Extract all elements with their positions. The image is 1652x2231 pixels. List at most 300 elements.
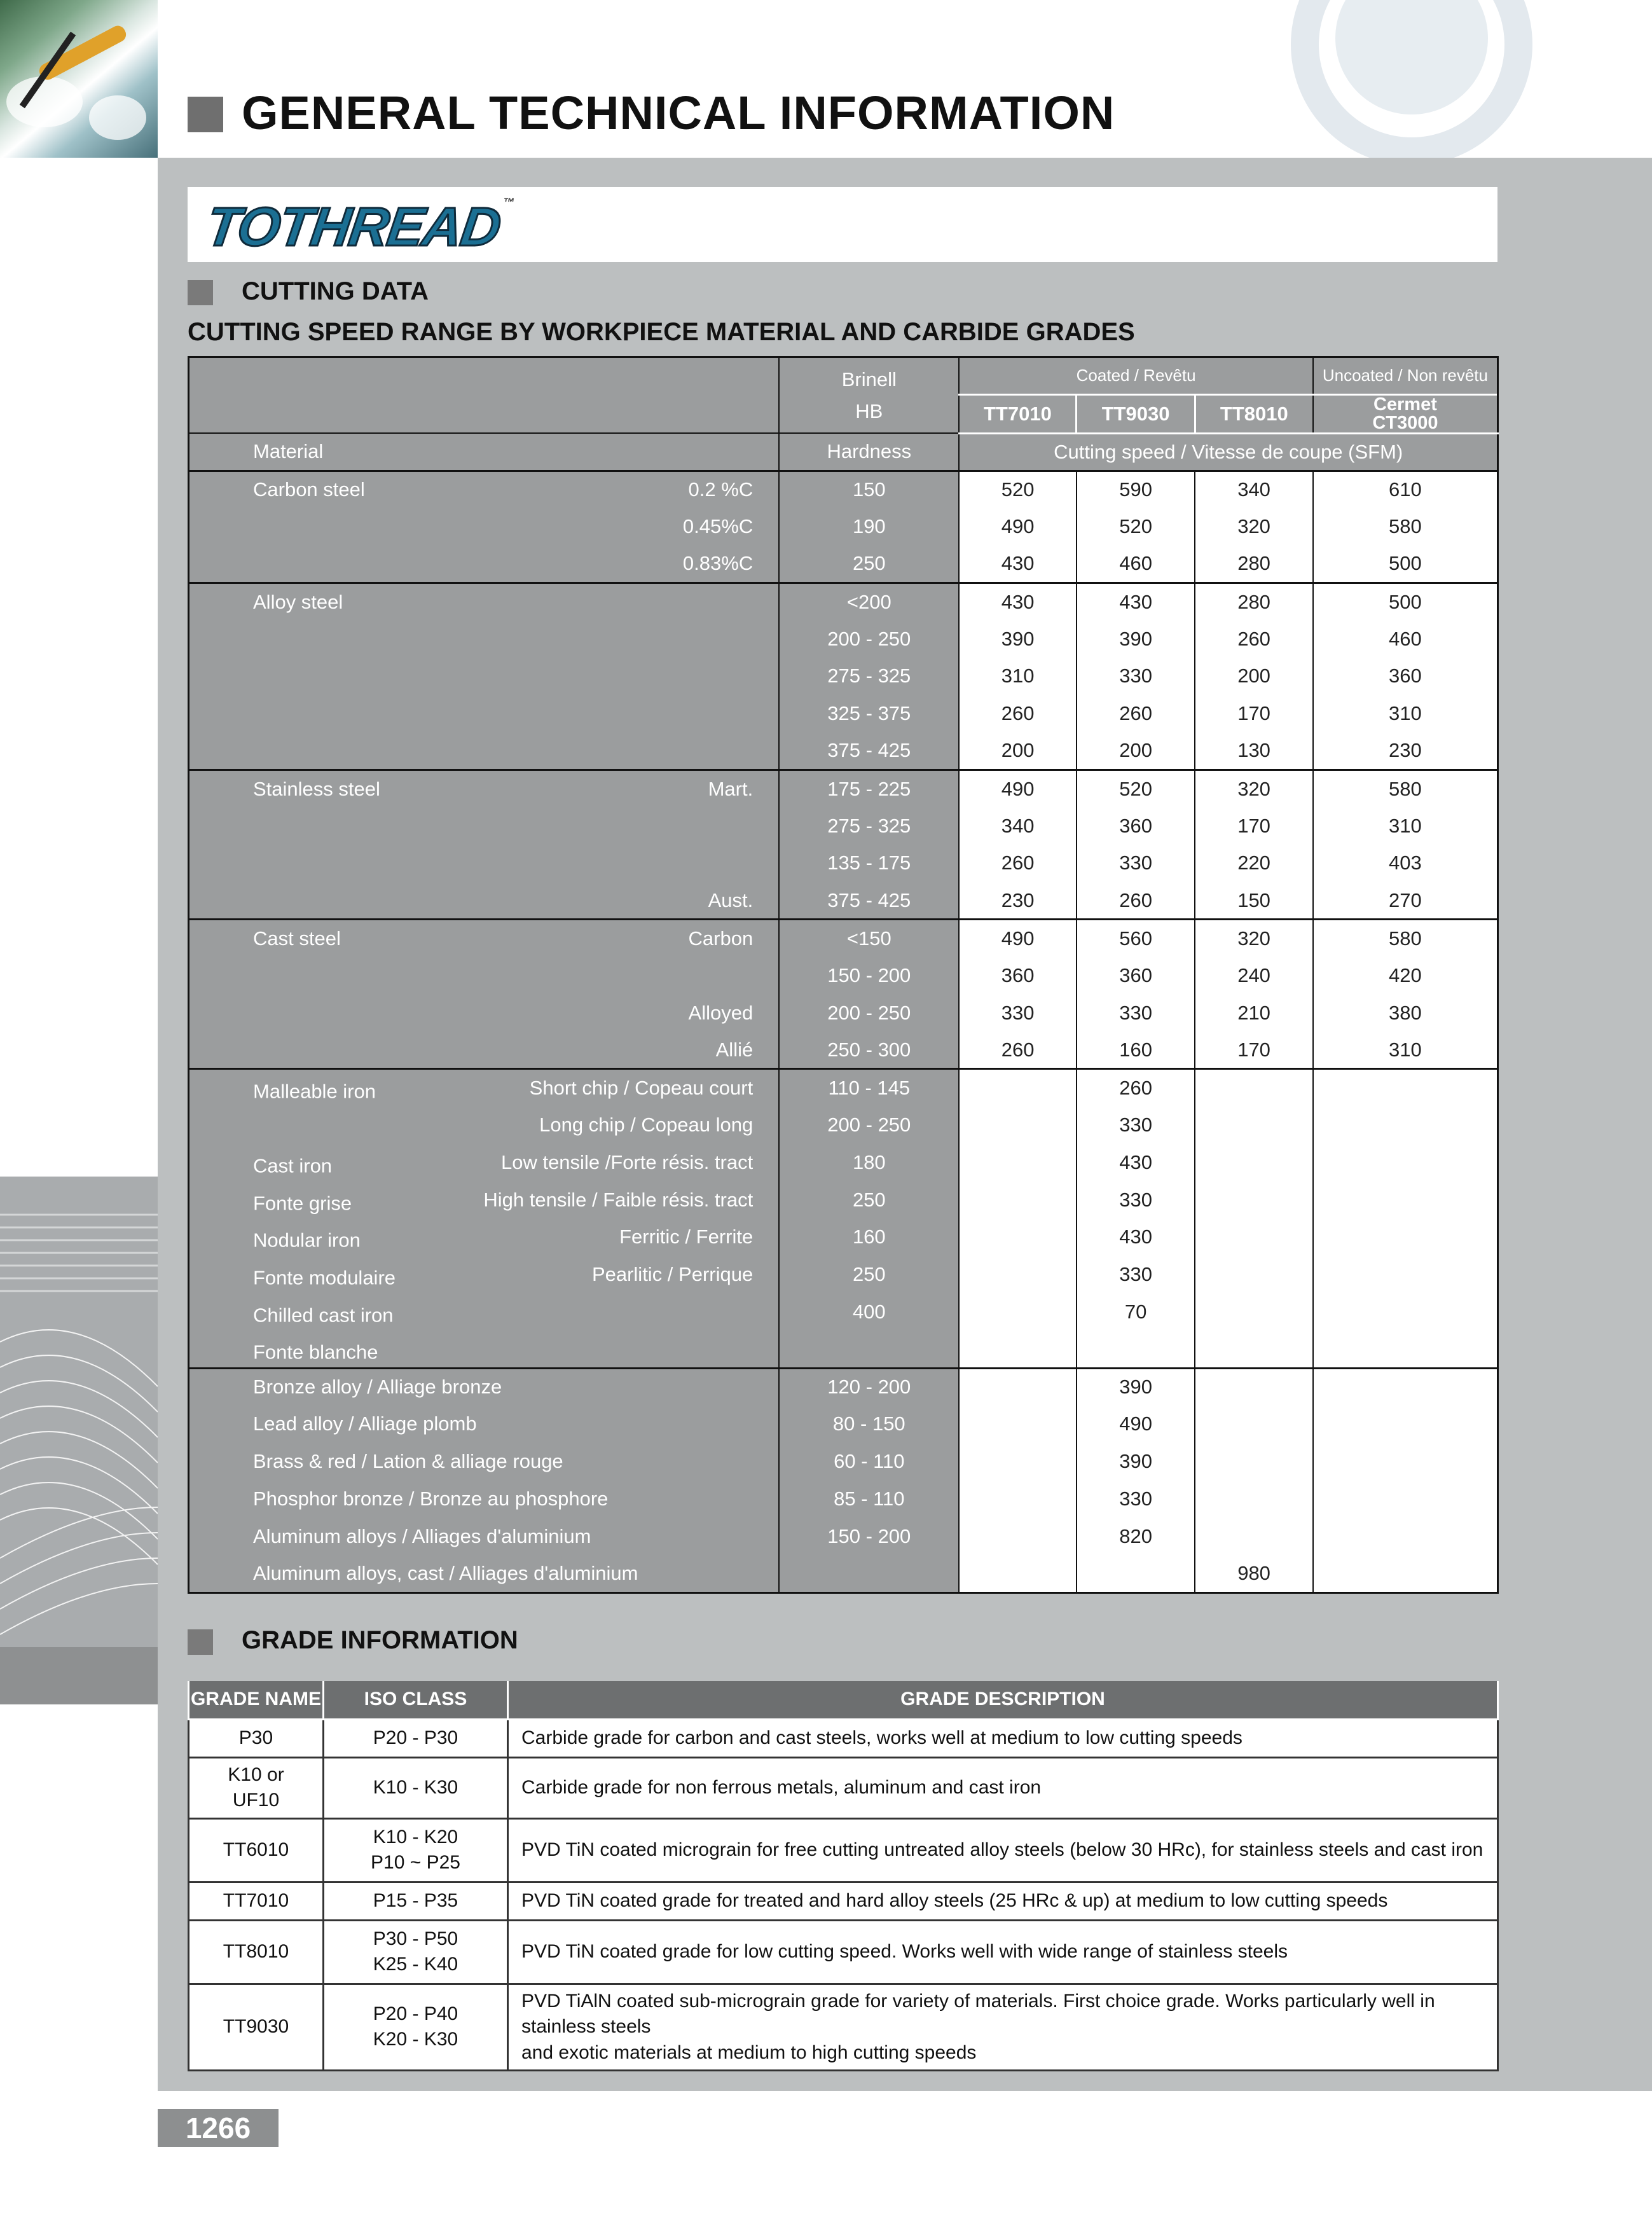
speed-value — [1195, 1481, 1312, 1518]
material-cell — [189, 845, 780, 882]
brinell-value — [779, 1555, 959, 1592]
speed-value: 390 — [1077, 620, 1195, 658]
speed-value: 280 — [1195, 583, 1312, 620]
speed-row — [189, 1143, 1498, 1181]
grade-name-header: GRADE NAME — [189, 1681, 324, 1719]
brinell-value: 150 - 200 — [779, 957, 959, 994]
section-square-icon — [188, 1629, 213, 1655]
speed-value — [1195, 1406, 1312, 1443]
iso-class-line: P10 ~ P25 — [371, 1852, 460, 1873]
cutting-speed-table — [188, 356, 1499, 1594]
speed-value: 490 — [959, 920, 1077, 957]
material-condition: 0.83%C — [682, 552, 754, 575]
speed-value: 170 — [1195, 695, 1312, 733]
speed-value — [959, 1481, 1077, 1518]
iso-class — [324, 1984, 508, 2071]
speed-value — [959, 1107, 1077, 1144]
material-label: Lead alloy / Alliage plomb — [253, 1413, 477, 1435]
grade-cermet: Cermet CT3000 — [1313, 394, 1498, 433]
material-cell — [189, 1032, 780, 1069]
material-label: Fonte grise — [253, 1192, 352, 1215]
material-label: Brass & red / Lation & alliage rouge — [253, 1450, 563, 1473]
speed-value — [959, 1069, 1077, 1107]
speed-value — [1313, 1256, 1498, 1294]
speed-row — [189, 770, 1498, 807]
speed-value — [959, 1406, 1077, 1443]
speed-value: 430 — [1077, 1219, 1195, 1256]
material-label: Nodular iron — [253, 1229, 361, 1252]
speed-value — [959, 1181, 1077, 1219]
grade-name: TT9030 — [189, 1984, 324, 2071]
speed-value: 330 — [1077, 1181, 1195, 1219]
material-label: Fonte modulaire — [253, 1266, 396, 1289]
grade-description — [508, 1719, 1498, 1757]
speed-row — [189, 957, 1498, 994]
speed-value — [959, 1219, 1077, 1256]
material-cell — [189, 1555, 780, 1592]
speed-value: 430 — [1077, 1143, 1195, 1181]
material-condition: Short chip / Copeau court — [529, 1076, 754, 1099]
speed-row — [189, 1181, 1498, 1219]
speed-row — [189, 695, 1498, 733]
speed-row — [189, 845, 1498, 882]
material-cell — [189, 1107, 780, 1144]
material-cell — [189, 1256, 780, 1294]
iso-class — [324, 1920, 508, 1984]
iso-class — [324, 1757, 508, 1818]
brinell-header: Brinell HB — [779, 357, 959, 434]
material-cell — [189, 733, 780, 770]
material-cell — [189, 1143, 780, 1181]
material-cell — [189, 1406, 780, 1443]
speed-value: 820 — [1077, 1517, 1195, 1555]
speed-value: 430 — [1077, 583, 1195, 620]
material-condition: 0.2 %C — [688, 478, 754, 501]
grade-name: TT6010 — [189, 1818, 324, 1882]
grade-tt9030: TT9030 — [1077, 394, 1195, 433]
brinell-value: 275 - 325 — [779, 807, 959, 845]
grade-row — [189, 1719, 1498, 1757]
speed-value: 560 — [1077, 920, 1195, 957]
material-cell — [189, 1368, 780, 1406]
coated-header: Coated / Revêtu — [959, 357, 1312, 395]
grade-description-header: GRADE DESCRIPTION — [508, 1681, 1498, 1719]
speed-value — [1077, 1555, 1195, 1592]
material-condition: Ferritic / Ferrite — [619, 1226, 754, 1248]
material-condition: Pearlitic / Perrique — [591, 1263, 754, 1286]
grade-tt8010: TT8010 — [1195, 394, 1312, 433]
header-blank — [189, 357, 780, 434]
speed-value: 420 — [1313, 957, 1498, 994]
speed-row — [189, 807, 1498, 845]
brinell-value: 160 — [779, 1219, 959, 1256]
speed-value: 320 — [1195, 770, 1312, 807]
grade-row — [189, 1920, 1498, 1984]
speed-row — [189, 508, 1498, 546]
speed-row — [189, 583, 1498, 620]
speed-value: 320 — [1195, 920, 1312, 957]
material-label: Bronze alloy / Alliage bronze — [253, 1376, 502, 1399]
brinell-value: 85 - 110 — [779, 1481, 959, 1518]
section-square-icon — [188, 280, 213, 305]
speed-value — [1195, 1069, 1312, 1107]
speed-value: 500 — [1313, 546, 1498, 583]
iso-class-line: K10 - K20 — [373, 1826, 458, 1848]
grade-row — [189, 1984, 1498, 2071]
material-cell — [189, 1330, 780, 1368]
description-line: PVD TiN coated grade for low cutting speed. Works well with wide range of stainless steels — [521, 1940, 1288, 1962]
grade-tt7010: TT7010 — [959, 394, 1077, 433]
speed-value: 580 — [1313, 920, 1498, 957]
speed-value — [1313, 1406, 1498, 1443]
speed-value — [959, 1443, 1077, 1481]
speed-value: 230 — [959, 882, 1077, 920]
material-label: Cast iron — [253, 1154, 333, 1177]
speed-value — [1195, 1368, 1312, 1406]
brinell-value: 200 - 250 — [779, 620, 959, 658]
speed-value: 380 — [1313, 994, 1498, 1032]
brinell-value: <200 — [779, 583, 959, 620]
material-condition: Long chip / Copeau long — [539, 1114, 754, 1136]
decorative-waves — [0, 1177, 158, 1704]
speed-value: 260 — [1077, 1069, 1195, 1107]
speed-value — [1077, 1330, 1195, 1368]
speed-row — [189, 733, 1498, 770]
speed-value — [959, 1256, 1077, 1294]
speed-value: 340 — [1195, 471, 1312, 508]
material-condition: Carbon — [688, 927, 754, 950]
material-cell — [189, 882, 780, 920]
speed-value: 280 — [1195, 546, 1312, 583]
material-condition: Aust. — [708, 888, 754, 911]
speed-row — [189, 1330, 1498, 1368]
description-line: and exotic materials at medium to high cutting speeds — [521, 2041, 977, 2063]
grade-description — [508, 1882, 1498, 1920]
speed-value: 310 — [1313, 1032, 1498, 1069]
material-cell — [189, 508, 780, 546]
speed-value: 330 — [1077, 658, 1195, 695]
speed-value: 200 — [1077, 733, 1195, 770]
material-condition: High tensile / Faible résis. tract — [483, 1188, 754, 1211]
brinell-value: 200 - 250 — [779, 994, 959, 1032]
speed-value — [959, 1517, 1077, 1555]
speed-value: 130 — [1195, 733, 1312, 770]
brinell-value: 250 - 300 — [779, 1032, 959, 1069]
material-cell — [189, 1517, 780, 1555]
speed-value — [1195, 1181, 1312, 1219]
speed-value: 170 — [1195, 1032, 1312, 1069]
cutting-speed-header: Cutting speed / Vitesse de coupe (SFM) — [959, 433, 1497, 471]
speed-row — [189, 1256, 1498, 1294]
brinell-value: 325 - 375 — [779, 695, 959, 733]
material-label: Stainless steel — [253, 777, 380, 800]
speed-value — [1313, 1219, 1498, 1256]
speed-value: 430 — [959, 546, 1077, 583]
grade-name: TT8010 — [189, 1920, 324, 1984]
speed-value — [1313, 1368, 1498, 1406]
brinell-value: 275 - 325 — [779, 658, 959, 695]
speed-row — [189, 1443, 1498, 1481]
speed-value: 330 — [959, 994, 1077, 1032]
hardness-header: Hardness — [779, 433, 959, 471]
speed-value: 260 — [1077, 695, 1195, 733]
speed-value: 340 — [959, 807, 1077, 845]
material-condition: Allié — [715, 1038, 754, 1061]
speed-row — [189, 1107, 1498, 1144]
brinell-value: 375 - 425 — [779, 882, 959, 920]
iso-class-header: ISO CLASS — [324, 1681, 508, 1719]
speed-value: 220 — [1195, 845, 1312, 882]
brinell-value: 175 - 225 — [779, 770, 959, 807]
material-cell — [189, 770, 780, 807]
grade-description — [508, 1818, 1498, 1882]
material-cell — [189, 807, 780, 845]
grade-description — [508, 1984, 1498, 2071]
brinell-value: 250 — [779, 1181, 959, 1219]
material-header: Material — [189, 433, 780, 471]
speed-value: 490 — [1077, 1406, 1195, 1443]
material-cell — [189, 583, 780, 620]
speed-row — [189, 1069, 1498, 1107]
brinell-value: 80 - 150 — [779, 1406, 959, 1443]
speed-value: 310 — [1313, 807, 1498, 845]
material-cell — [189, 957, 780, 994]
brinell-value: 400 — [779, 1294, 959, 1331]
grade-row — [189, 1882, 1498, 1920]
speed-value: 170 — [1195, 807, 1312, 845]
speed-value: 580 — [1313, 770, 1498, 807]
iso-class-line: K20 - K30 — [373, 2029, 458, 2050]
brinell-value: 180 — [779, 1143, 959, 1181]
description-line: PVD TiAlN coated sub-micrograin grade for variety of materials. First choice grade. Works particularly well in stainless steels — [521, 1990, 1435, 2037]
speed-row — [189, 882, 1498, 920]
iso-class-line: P20 - P40 — [373, 2003, 458, 2024]
cutting-subtitle: CUTTING SPEED RANGE BY WORKPIECE MATERIAL AND CARBIDE GRADES — [188, 318, 1135, 346]
speed-value — [1195, 1443, 1312, 1481]
brinell-value: <150 — [779, 920, 959, 957]
speed-row — [189, 471, 1498, 508]
speed-value — [1195, 1330, 1312, 1368]
speed-value: 520 — [1077, 508, 1195, 546]
speed-value: 200 — [1195, 658, 1312, 695]
material-cell — [189, 471, 780, 508]
material-cell — [189, 695, 780, 733]
speed-value: 360 — [959, 957, 1077, 994]
title-square-icon — [188, 97, 223, 132]
speed-value — [1195, 1107, 1312, 1144]
brinell-value: 110 - 145 — [779, 1069, 959, 1107]
material-condition: Low tensile /Forte résis. tract — [500, 1150, 754, 1173]
material-condition: 0.45%C — [682, 515, 754, 538]
speed-value: 150 — [1195, 882, 1312, 920]
page-title: GENERAL TECHNICAL INFORMATION — [242, 86, 1115, 139]
material-cell — [189, 1069, 780, 1107]
speed-value: 490 — [959, 770, 1077, 807]
speed-value: 160 — [1077, 1032, 1195, 1069]
description-line: Carbide grade for non ferrous metals, aluminum and cast iron — [521, 1776, 1042, 1798]
speed-value: 360 — [1313, 658, 1498, 695]
speed-value: 490 — [959, 508, 1077, 546]
speed-value: 310 — [959, 658, 1077, 695]
speed-value: 70 — [1077, 1294, 1195, 1331]
material-label: Cast steel — [253, 927, 341, 950]
speed-row — [189, 1481, 1498, 1518]
speed-value — [1195, 1517, 1312, 1555]
brinell-value: 375 - 425 — [779, 733, 959, 770]
material-label: Aluminum alloys, cast / Alliages d'aluminium — [253, 1561, 638, 1584]
brinell-value: 150 - 200 — [779, 1517, 959, 1555]
speed-value: 610 — [1313, 471, 1498, 508]
speed-value: 330 — [1077, 1107, 1195, 1144]
material-cell — [189, 658, 780, 695]
iso-class — [324, 1882, 508, 1920]
material-label: Aluminum alloys / Alliages d'aluminium — [253, 1524, 591, 1547]
speed-value: 330 — [1077, 1256, 1195, 1294]
speed-value — [959, 1368, 1077, 1406]
speed-value: 260 — [1077, 882, 1195, 920]
speed-row — [189, 1406, 1498, 1443]
description-line: Carbide grade for carbon and cast steels, works well at medium to low cutting speeds — [521, 1727, 1242, 1748]
brinell-value: 120 - 200 — [779, 1368, 959, 1406]
material-cell — [189, 546, 780, 583]
speed-value: 500 — [1313, 583, 1498, 620]
grade-name: P30 — [189, 1719, 324, 1757]
material-label: Phosphor bronze / Bronze au phosphore — [253, 1488, 609, 1510]
speed-value — [959, 1294, 1077, 1331]
material-label: Malleable iron — [253, 1080, 376, 1103]
description-line: PVD TiN coated grade for treated and hard alloy steels (25 HRc & up) at medium to low cutting speeds — [521, 1889, 1388, 1911]
speed-row — [189, 920, 1498, 957]
material-cell — [189, 1294, 780, 1331]
iso-class-line: P30 - P50 — [373, 1928, 458, 1949]
header-photo — [0, 0, 158, 158]
grade-description — [508, 1757, 1498, 1818]
page-number: 1266 — [158, 2109, 279, 2147]
speed-value: 270 — [1313, 882, 1498, 920]
iso-class-line: K25 - K40 — [373, 1954, 458, 1975]
speed-value: 210 — [1195, 994, 1312, 1032]
speed-value — [1195, 1294, 1312, 1331]
material-label: Carbon steel — [253, 478, 365, 501]
speed-row — [189, 1555, 1498, 1592]
speed-value — [1313, 1481, 1498, 1518]
speed-value — [1195, 1256, 1312, 1294]
speed-row — [189, 1294, 1498, 1331]
speed-value: 310 — [1313, 695, 1498, 733]
speed-value: 330 — [1077, 845, 1195, 882]
speed-row — [189, 658, 1498, 695]
grade-description — [508, 1920, 1498, 1984]
speed-row — [189, 1517, 1498, 1555]
grade-name: K10 or UF10 — [189, 1757, 324, 1818]
speed-row — [189, 620, 1498, 658]
brinell-value: 250 — [779, 546, 959, 583]
brinell-value: 150 — [779, 471, 959, 508]
speed-value: 520 — [1077, 770, 1195, 807]
material-cell — [189, 920, 780, 957]
speed-row — [189, 994, 1498, 1032]
iso-class-line: K10 - K30 — [373, 1776, 458, 1798]
speed-value: 230 — [1313, 733, 1498, 770]
speed-value: 590 — [1077, 471, 1195, 508]
speed-value: 200 — [959, 733, 1077, 770]
grade-row — [189, 1818, 1498, 1882]
speed-value — [1313, 1143, 1498, 1181]
speed-value — [1313, 1181, 1498, 1219]
grade-information-table — [188, 1681, 1499, 2071]
material-cell — [189, 620, 780, 658]
material-label: Alloy steel — [253, 590, 343, 613]
speed-value — [1313, 1517, 1498, 1555]
speed-value: 580 — [1313, 508, 1498, 546]
brinell-value — [779, 1330, 959, 1368]
speed-value — [1313, 1294, 1498, 1331]
speed-value: 260 — [959, 695, 1077, 733]
speed-value: 260 — [959, 845, 1077, 882]
description-line: PVD TiN coated micrograin for free cutting untreated alloy steels (below 30 HRc), for stainless steels and cast iron — [521, 1839, 1483, 1860]
speed-value: 330 — [1077, 994, 1195, 1032]
material-condition: Mart. — [708, 777, 754, 800]
speed-value: 360 — [1077, 807, 1195, 845]
speed-value — [1313, 1330, 1498, 1368]
speed-row — [189, 1219, 1498, 1256]
speed-value — [1313, 1107, 1498, 1144]
brinell-value: 250 — [779, 1256, 959, 1294]
speed-value: 390 — [959, 620, 1077, 658]
grade-name: TT7010 — [189, 1882, 324, 1920]
speed-value — [1313, 1555, 1498, 1592]
speed-value: 330 — [1077, 1481, 1195, 1518]
speed-value — [1195, 1219, 1312, 1256]
speed-value — [959, 1555, 1077, 1592]
speed-value — [1313, 1443, 1498, 1481]
iso-class-line: P15 - P35 — [373, 1889, 458, 1911]
speed-value: 460 — [1313, 620, 1498, 658]
speed-row — [189, 1032, 1498, 1069]
brinell-value: 60 - 110 — [779, 1443, 959, 1481]
speed-value — [1313, 1069, 1498, 1107]
brinell-value: 135 - 175 — [779, 845, 959, 882]
speed-row — [189, 1368, 1498, 1406]
grade-row — [189, 1757, 1498, 1818]
speed-value — [959, 1143, 1077, 1181]
brinell-value: 190 — [779, 508, 959, 546]
speed-value: 430 — [959, 583, 1077, 620]
uncoated-header: Uncoated / Non revêtu — [1313, 357, 1498, 395]
speed-value: 260 — [1195, 620, 1312, 658]
iso-class — [324, 1818, 508, 1882]
speed-value: 390 — [1077, 1443, 1195, 1481]
speed-value — [959, 1330, 1077, 1368]
speed-value: 260 — [959, 1032, 1077, 1069]
speed-value: 403 — [1313, 845, 1498, 882]
material-condition: Alloyed — [688, 1001, 754, 1024]
brinell-value: 200 - 250 — [779, 1107, 959, 1144]
grade-information-title: GRADE INFORMATION — [242, 1626, 518, 1654]
speed-row — [189, 546, 1498, 583]
speed-value: 320 — [1195, 508, 1312, 546]
material-label: Chilled cast iron — [253, 1304, 394, 1327]
speed-value: 980 — [1195, 1555, 1312, 1592]
speed-value: 390 — [1077, 1368, 1195, 1406]
material-cell — [189, 994, 780, 1032]
material-cell — [189, 1481, 780, 1518]
iso-class — [324, 1719, 508, 1757]
speed-value: 240 — [1195, 957, 1312, 994]
material-cell — [189, 1443, 780, 1481]
material-cell — [189, 1181, 780, 1219]
speed-value: 520 — [959, 471, 1077, 508]
